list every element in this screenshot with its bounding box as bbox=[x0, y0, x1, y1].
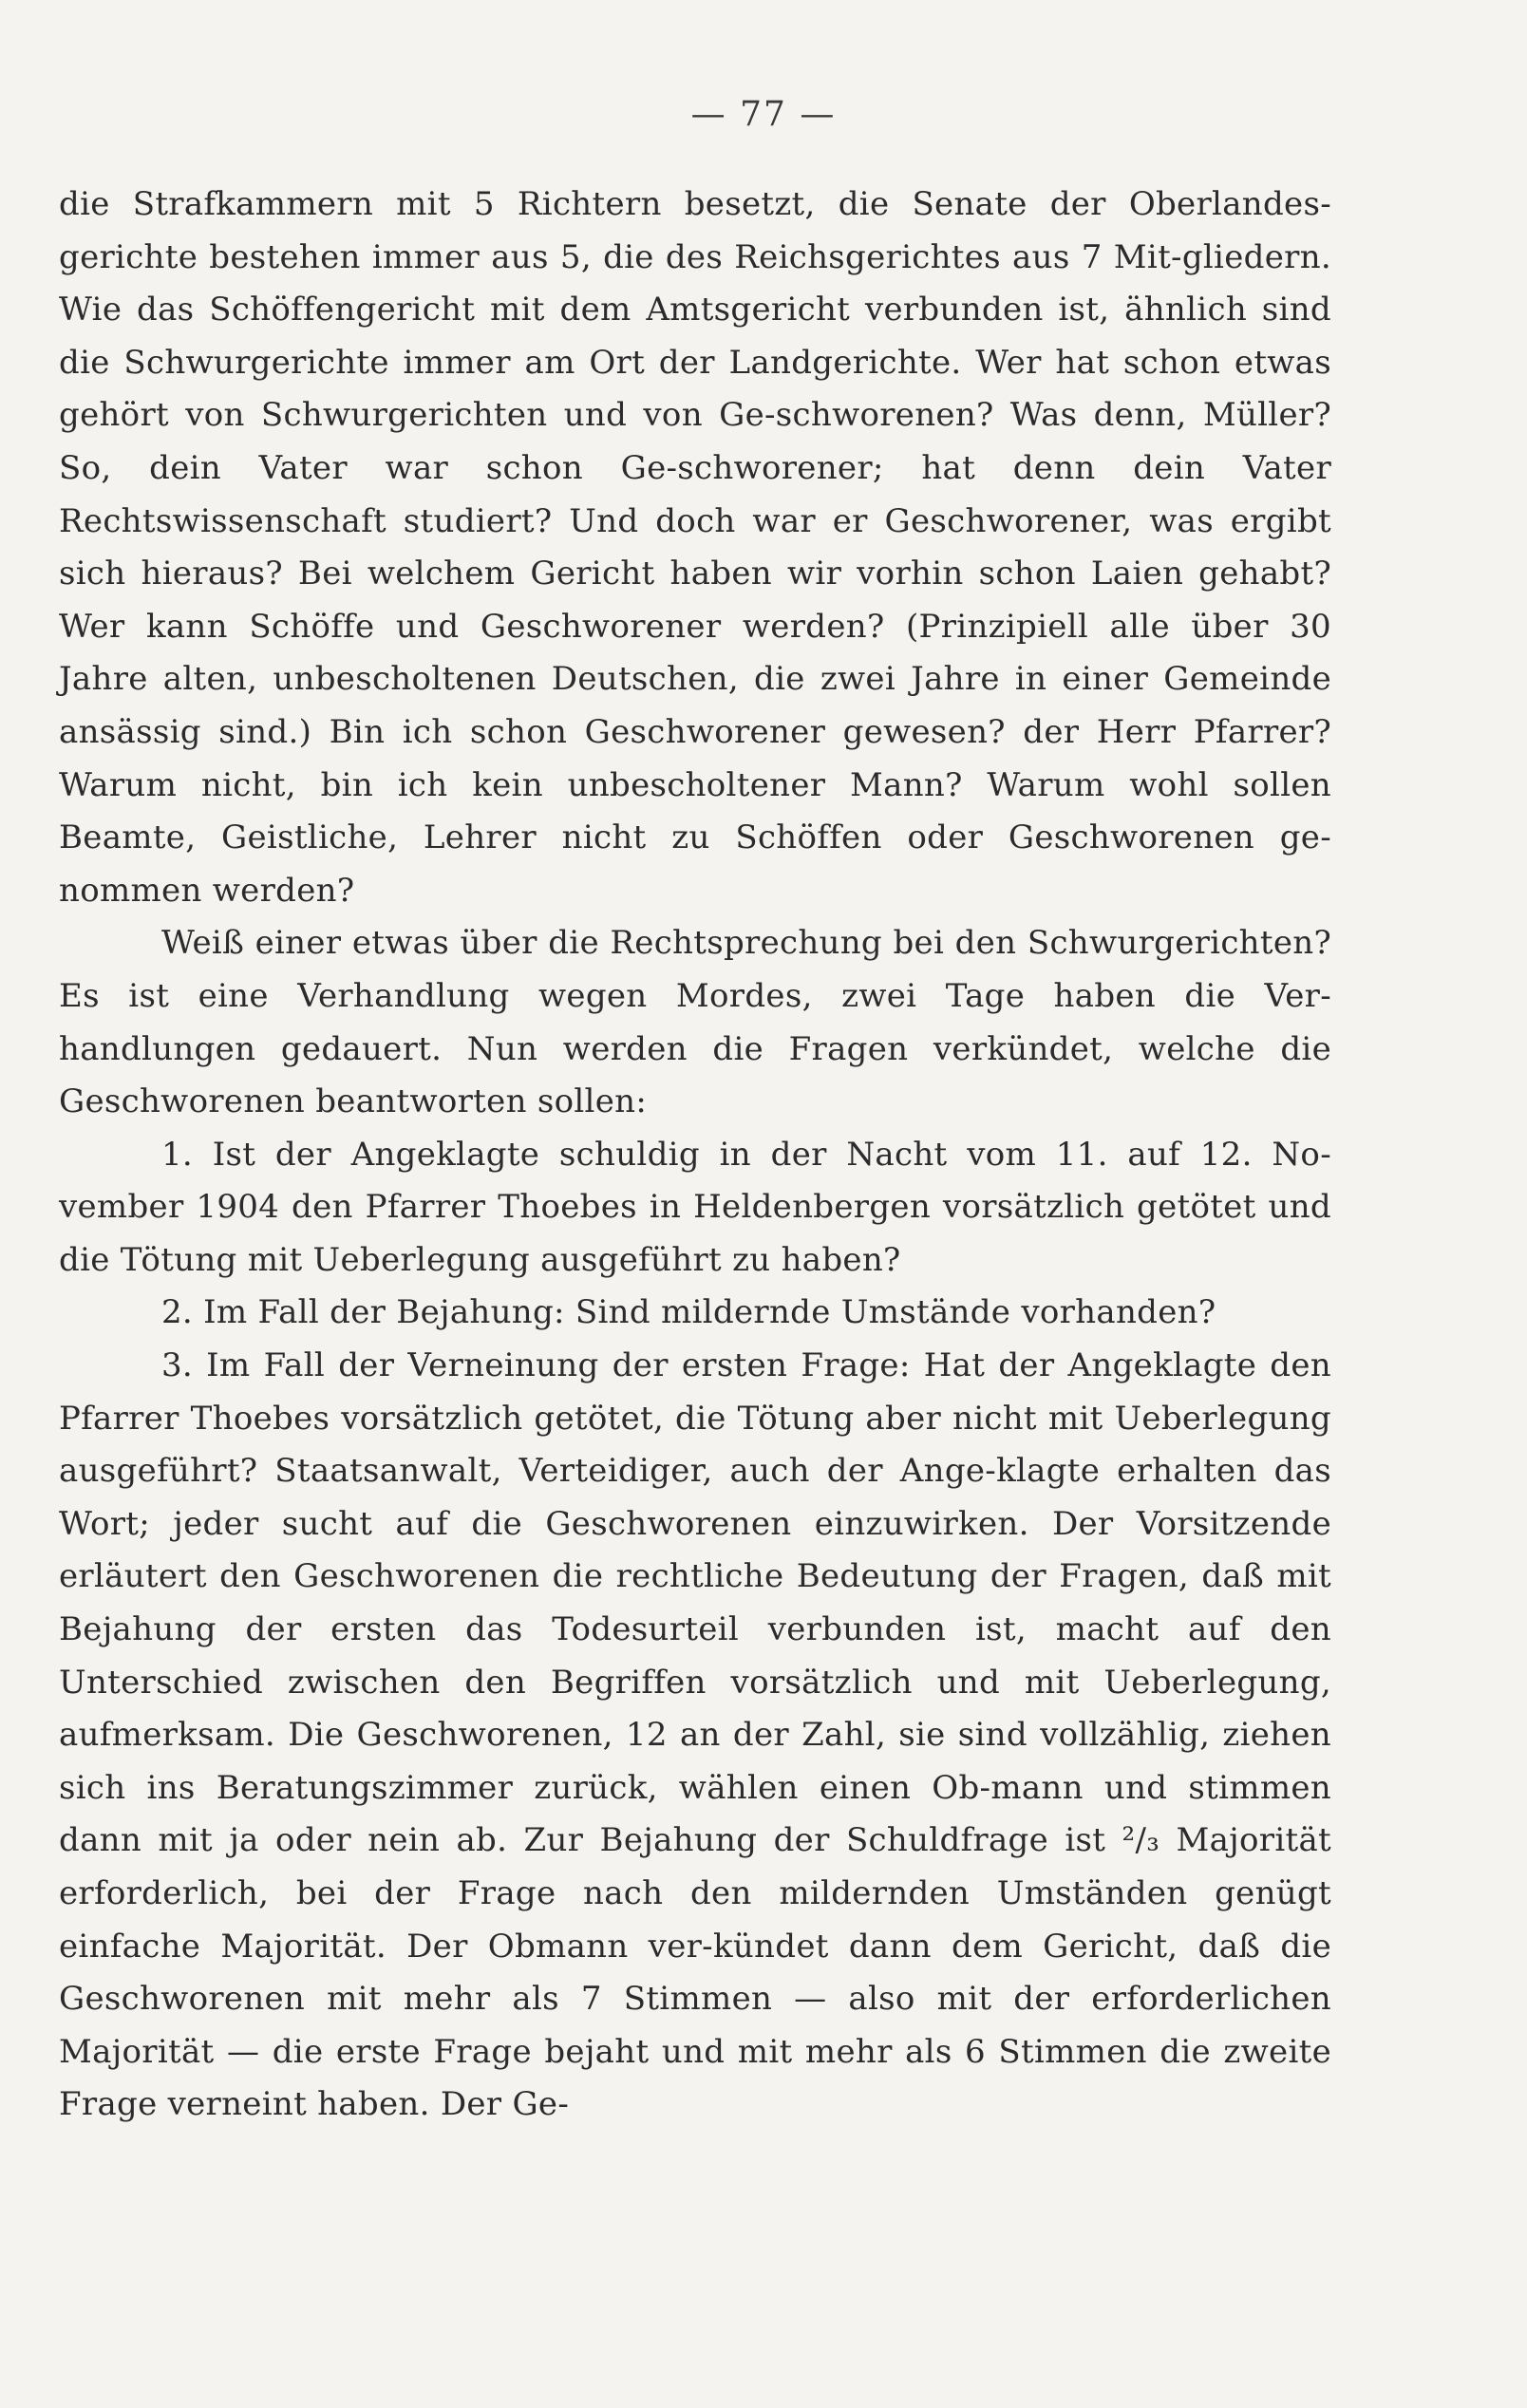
body-text bbox=[59, 179, 1331, 2132]
question-item: 2. Im Fall der Bejahung: Sind mildernde Umstände vorhanden? bbox=[161, 1293, 1216, 1332]
question-item: 3. Im Fall der Verneinung der ersten Frage: Hat der Angeklagte den Pfarrer Thoebes vorsätzlich getötet, die Tötung aber nicht mit Ueberlegung ausgeführt? Staatsanwalt, Verteidiger, auch der Ange-klagte erhalten das Wort; jeder sucht auf die Geschworenen einzuwirken. Der Vorsitzende erläutert den Geschworenen die rechtliche Bedeutung der Fragen, daß mit Bejahung der ersten das Todesurteil verbunden ist, macht auf den Unterschied zwischen den Begriffen vorsätzlich und mit Ueberlegung, aufmerksam. Die Geschworenen, 12 an der Zahl, sie sind vollzählig, ziehen sich ins Beratungszimmer zurück, wählen einen Ob-mann und stimmen dann mit ja oder nein ab. Zur Bejahung der Schuldfrage ist ²/₃ Majorität erforderlich, bei der Frage nach den mildernden Umständen genügt einfache Majorität. Der Obmann ver-kündet dann dem Gericht, daß die Geschworenen mit mehr als 7 Stimmen — also mit der erforderlichen Majorität — die erste Frage bejaht und mit mehr als 6 Stimmen die zweite Frage verneint haben. Der Ge- bbox=[59, 1346, 1331, 2124]
question-item: 1. Ist der Angeklagte schuldig in der Nacht vom 11. auf 12. No-vember 1904 den Pfarrer Thoebes in Heldenbergen vorsätzlich getötet und die Tötung mit Ueberlegung ausgeführt zu haben? bbox=[59, 1135, 1331, 1279]
paragraph: die Strafkammern mit 5 Richtern besetzt, die Senate der Oberlandes-gerichte bestehen immer aus 5, die des Reichsgerichtes aus 7 Mit-gliedern. Wie das Schöffengericht mit dem Amtsgericht verbunden ist, ähnlich sind die Schwurgerichte immer am Ort der Landgerichte. Wer hat schon etwas gehört von Schwurgerichten und von Ge-schworenen? Was denn, Müller? So, dein Vater war schon Ge-schworener; hat denn dein Vater Rechtswissenschaft studiert? Und doch war er Geschworener, was ergibt sich hieraus? Bei welchem Gericht haben wir vorhin schon Laien gehabt? Wer kann Schöffe und Geschworener werden? (Prinzipiell alle über 30 Jahre alten, unbescholtenen Deutschen, die zwei Jahre in einer Gemeinde ansässig sind.) Bin ich schon Geschworener gewesen? der Herr Pfarrer? Warum nicht, bin ich kein unbescholtener Mann? Warum wohl sollen Beamte, Geistliche, Lehrer nicht zu Schöffen oder Geschworenen ge-nommen werden? bbox=[59, 185, 1331, 910]
paragraph: Weiß einer etwas über die Rechtsprechung bei den Schwurgerichten? Es ist eine Verhandlung wegen Mordes, zwei Tage haben die Ver-handlungen gedauert. Nun werden die Fragen verkündet, welche die Geschworenen beantworten sollen: bbox=[59, 924, 1331, 1121]
page-number: — 77 — bbox=[690, 95, 837, 134]
